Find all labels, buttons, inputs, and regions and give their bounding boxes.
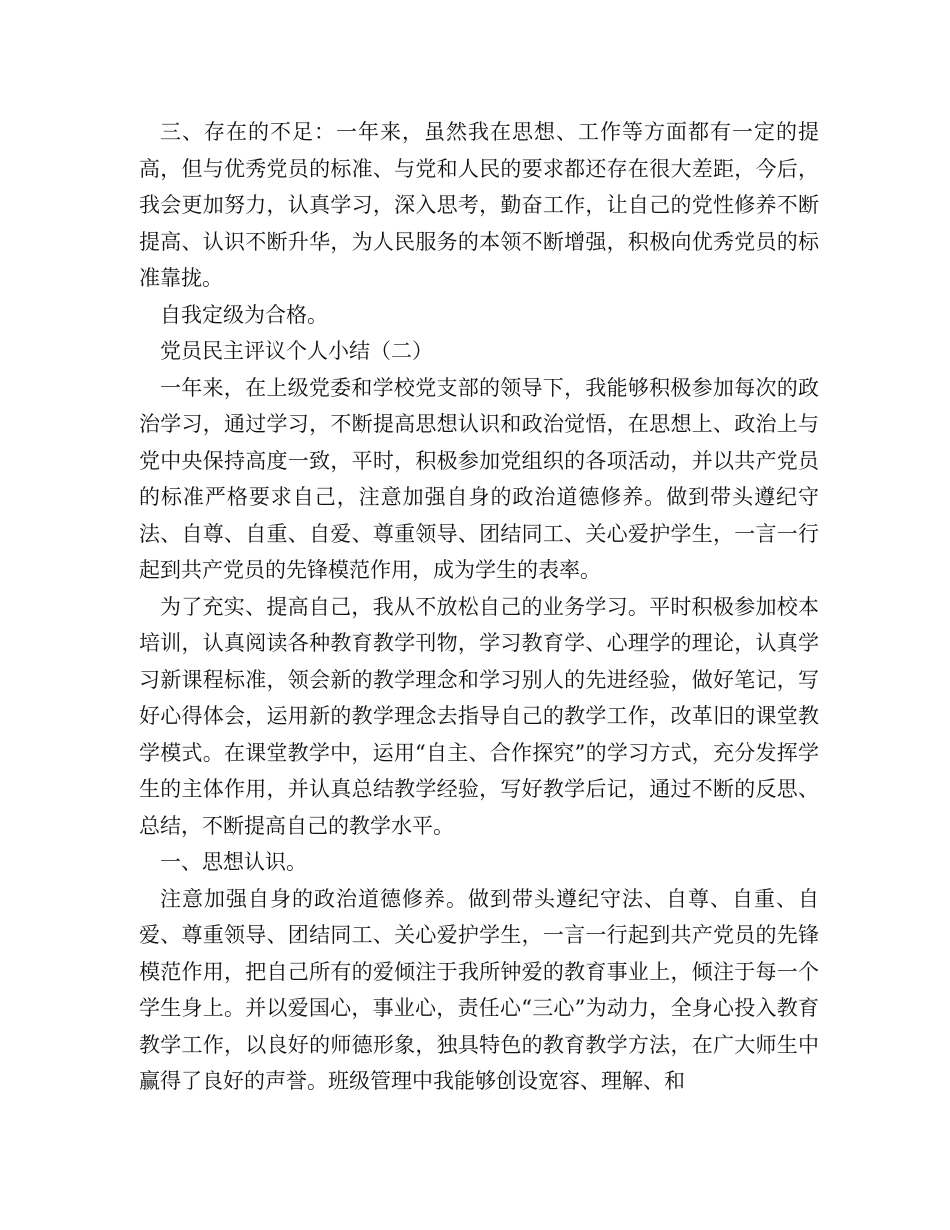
document-body: [139, 114, 819, 1100]
paragraph-political-study: 一年来，在上级党委和学校党支部的领导下，我能够积极参加每次的政治学习，通过学习，不断提高思想认识和政治觉悟，在思想上、政治上与党中央保持高度一致，平时，积极参加党组织的各项活动，并以共产党员的标准严格要求自己，注意加强自身的政治道德修养。做到带头遵纪守法、自尊、自重、自爱、尊重领导、团结同工、关心爱护学生，一言一行起到共产党员的先锋模范作用，成为学生的表率。: [139, 375, 819, 582]
paragraph-professional-study: 为了充实、提高自己，我从不放松自己的业务学习。平时积极参加校本培训，认真阅读各种教育教学刊物，学习教育学、心理学的理论，认真学习新课程标准，领会新的教学理念和学习别人的先进经验，做好笔记，写好心得体会，运用新的教学理念去指导自己的教学工作，改革旧的课堂教学模式。在课堂教学中，运用“自主、合作探究”的学习方式，充分发挥学生的主体作用，并认真总结教学经验，写好教学后记，通过不断的反思、总结，不断提高自己的教学水平。: [139, 594, 819, 838]
paragraph-moral-cultivation: 注意加强自身的政治道德修养。做到带头遵纪守法、自尊、自重、自爱、尊重领导、团结同工、关心爱护学生，一言一行起到共产党员的先锋模范作用，把自己所有的爱倾注于我所钟爱的教育事业上，倾注于每一个学生身上。并以爱国心，事业心，责任心“三心”为动力，全身心投入教育教学工作，以良好的师德形象，独具特色的教育教学方法，在广大师生中赢得了良好的声誉。班级管理中我能够创设宽容、理解、和: [139, 886, 819, 1093]
section-heading-ideology: 一、思想认识。: [160, 850, 307, 874]
section-heading-summary-two: 党员民主评议个人小结（二）: [160, 339, 433, 363]
paragraph-shortcomings: 三、存在的不足：一年来，虽然我在思想、工作等方面都有一定的提高，但与优秀党员的标准、与党和人民的要求都还存在很大差距，今后，我会更加努力，认真学习，深入思考，勤奋工作，让自己的党性修养不断提高、认识不断升华，为人民服务的本领不断增强，积极向优秀党员的标准靠拢。: [139, 120, 819, 290]
paragraph-self-rating: 自我定级为合格。: [160, 302, 328, 327]
